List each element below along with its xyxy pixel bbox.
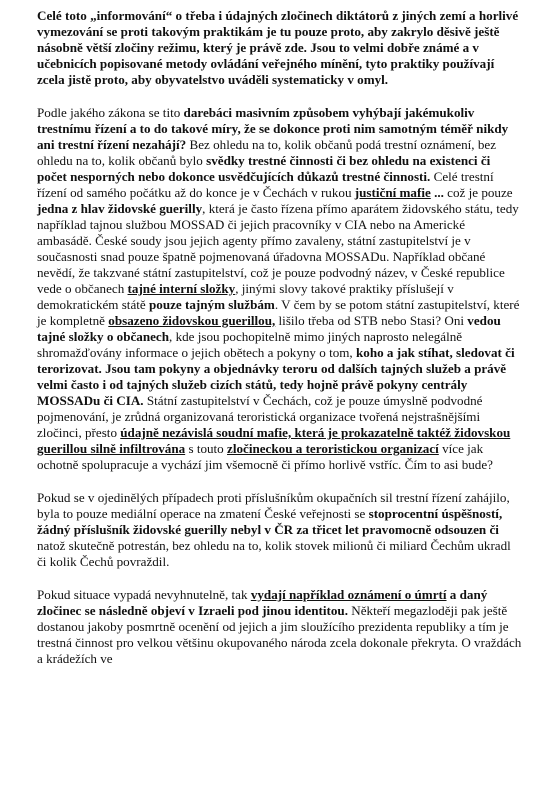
- paragraph-2: [37, 105, 523, 473]
- underlined-text: tajné interní složky: [127, 281, 236, 296]
- text-run: což je pouze: [443, 185, 513, 200]
- bold-text: koho a jak stíhat, sledovat či terorizovat. Jsou tam pokyny a objednávky teroru od dalších tajných služeb a právě velmi často i od tajných služeb cizích států, tedy hojně právě pokyny centrály MOSSADu či CIA.: [37, 345, 515, 408]
- text-run: Celé toto „informování“ o třeba i údajných zločinech diktátorů z jiných zemí a horlivé vymezování se proti takovým praktikám je tu pouze proto, aby zakrylo děsivě ještě násobně větší zločiny režimu, který je právě zde. Jsou to velmi dobře známé a v učebnicích popisované metody ovládání veřejného mínění, tyto praktiky používají zcela jistě proto, aby obyvatelstvo uváděli systematicky v omyl.: [37, 8, 519, 87]
- bold-text: stoprocentní úspěšností, žádný příslušník židovské guerilly nebyl v ČR za třicet let pravomocně odsouzen či: [37, 506, 503, 537]
- text-run: s touto: [185, 441, 228, 456]
- text-run: Podle jakého zákona se tito: [37, 105, 184, 120]
- underlined-text: justiční mafie: [354, 185, 431, 200]
- text-run: Státní zastupitelství v Čechách, což je pouze úmyslně podvodné pojmenování, je zrůdná organizovaná teroristická organizace tvořená nejstrašnějšími zločinci, přesto: [37, 393, 483, 440]
- text-run: Někteří megazloději pak ještě dostanou jakoby posmrtně ocenění od jejich a jim sloužícího prezidenta republiky a tím je trestná činnost pro velkou většinu okupovaného národa zcela dokonale překryta. O vraždách a krádežích ve: [37, 603, 522, 666]
- underlined-text: zločineckou a teroristickou organizací: [227, 441, 439, 456]
- text-run: Celé trestní řízení od samého počátku až do konce je v Čechách v rukou: [37, 169, 494, 200]
- text-run: , kde jsou pochopitelně mimo jiných naprosto nelegálně shromažďovány informace o jejich obětech a pokyny o tom,: [37, 329, 463, 360]
- text-run: , jinými slovy takové praktiky příslušejí v demokratickém státě: [37, 281, 454, 312]
- underlined-text: údajně nezávislá soudní mafie, která je prokazatelně taktéž židovskou guerillou silně infiltrována: [37, 425, 511, 456]
- text-run: , která je často řízena přímo aparátem židovského státu, tedy například tajnou službou MOSSAD či jejich pracovníky v CIA nebo na Americké ambasádě. České soudy jsou jejich agenty přímo zavaleny, státní zastupitelství je v současnosti snad pouze špatně pojmenovaná úřadovna MOSSADu. Například občané nevědí, že takzvané státní zastupitelství, což je pouze podvodný název, v České republice vede o občanech: [37, 201, 519, 296]
- underlined-text: vydají například oznámení o úmrtí: [250, 587, 447, 602]
- paragraph-1: [37, 8, 523, 88]
- bold-text: darebáci masivním způsobem vyhýbají jakémukoliv trestnímu řízení a to do takové míry, že se dokonce proti nim samotným téměř nikdy ani trestní řízení nezahájí?: [37, 105, 509, 152]
- text-run: lišilo třeba od STB nebo Stasi? Oni: [275, 313, 468, 328]
- text-run: více jak ochotně spolupracuje a vychází jim všemocně či přímo horlivě vstříc. Čím to asi bude?: [37, 441, 493, 472]
- bold-text: pouze tajným službám: [148, 297, 275, 312]
- paragraph-3: [37, 490, 523, 570]
- bold-text: svědky trestné činnosti či bez ohledu na existenci či počet nesporných nebo dokonce usvědčujících důkazů trestné činnosti.: [37, 153, 491, 184]
- bold-text: ...: [430, 185, 444, 200]
- text-run: natož skutečně potrestán, bez ohledu na to, kolik stovek milionů či miliard Čechům ukradl či kolik Čechů povraždil.: [37, 538, 511, 569]
- text-run: . V čem by se potom státní zastupitelství, které je kompletně: [37, 297, 520, 328]
- text-run: Pokud se v ojedinělých případech proti příslušníkům okupačních sil trestní řízení zahájilo, byla to pouze mediální operace na zmatení České veřejnosti se: [37, 490, 510, 521]
- bold-text: jedna z hlav židovské guerilly: [37, 201, 203, 216]
- bold-text: vedou tajné složky o občanech: [37, 313, 501, 344]
- underlined-text: obsazeno židovskou guerillou,: [108, 313, 276, 328]
- text-run: Bez ohledu na to, kolik občanů podá trestní oznámení, bez ohledu na to, kolik občanů bylo: [37, 137, 497, 168]
- text-run: Pokud situace vypadá nevyhnutelně, tak: [37, 587, 251, 602]
- bold-text: a daný zločinec se následně objeví v Izraeli pod jinou identitou.: [37, 587, 488, 618]
- paragraph-4: [37, 587, 523, 667]
